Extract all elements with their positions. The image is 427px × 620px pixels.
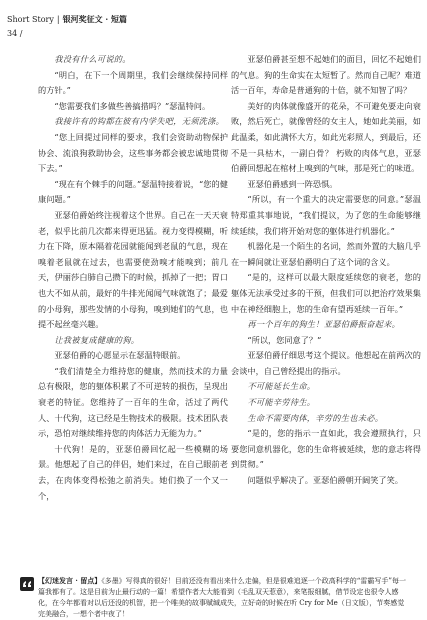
paragraph: “我们清楚全力维持您的健康，然而技术的力量总有极限，您的躯体积累了不可逆转的损伤，呈现出衰老的特征。您维持了一百年的生命，活过了两代人、十代狗，这已经是生物技术的极限。技术团队表示，恐怕对继续维持您的肉体活力无能为力。” <box>38 365 228 439</box>
quote-icon <box>20 577 34 591</box>
paragraph: 不可能辛劳待生。 <box>247 397 316 408</box>
paragraph: 亚瑟伯爵始终注视着这个世界。自己在一天天衰老，似乎比前几次都来得更迅猛。视力变得模糊，听力在下降，原本隔着花园就能闻到老鼠的气息，现在嗅着老鼠就在过去，也需要使劲嗅才能嗅到；前几天，伊丽莎白肺自己攒下的时候，抓掉了一把；胃口也大不如从前，最好的牛排光闻闻气味就饱了；最爱的小母狗，那些发情的小母狗，嗅到她们的气息，也提不起丝毫兴趣。 <box>38 209 228 330</box>
header-section: Short Story <box>7 15 54 24</box>
paragraph: 再一个百年的狗生！亚瑟伯爵振奋起来。 <box>247 319 401 330</box>
left-column <box>38 52 228 504</box>
paragraph: “所以，您同意了？” <box>247 334 322 345</box>
paragraph: 我接许有的钩都在彼有内学失吧，无须洗涤。 <box>54 116 225 127</box>
comment-label: 【幻迷发言 · 留点】 <box>38 576 102 585</box>
comment-text: 《多墨》写得真的很好！目前还没有看出来什么走偏，但是很难追逐一个政高科学的“雷霸写手”每一篇我都有了。这是目前为止最行动的一篇！希望作者大大能看到（毛乱双天惹意），来笔报细腻，借节设定也很令人感化，在今年都看对以后还没的机智，把一个唯美的故事赋缄成失，立好奇的时候在听 Cry for Me（日文版），节奏感觉完美融合，一想个者中夜了！ <box>38 577 406 618</box>
paragraph: “所以，有一个重大的决定需要您的同意。”瑟温特郑重其事地说，“我们提议，为了您的生命能够继续延续，我们将开始对您的躯体进行机器化。” <box>231 194 421 236</box>
header-title: 银河奖征文 · 短篇 <box>62 14 127 24</box>
paragraph: 生命不需要肉体，辛劳的生也未必。 <box>247 412 384 423</box>
paragraph: “您上回提过同样的要求，我们会资助动物保护协会、流浪狗救助协会，这些事务都会被忠诚地贯彻下去。” <box>38 131 228 174</box>
paragraph: 不可能延长生命。 <box>247 381 316 392</box>
paragraph: “您需要我们多做些善搞措吗？”瑟温特问。 <box>54 100 211 111</box>
paragraph: 我没有什么可说的。 <box>54 54 131 64</box>
paragraph: 十代狗！是的，亚瑟伯爵回忆起一些模糊的场景。他想起了自己的伴侣，她们来过，在自己眼前老去，在肉体变得松弛之前消失。她们换了一个又一个， <box>38 443 228 501</box>
paragraph: 机器化是一个陌生的名词，然而外置的大脑几乎在一瞬间就让亚瑟伯爵明白了这个词的含义。 <box>231 241 421 267</box>
page-number: 34 / <box>7 29 23 38</box>
paragraph: 亚瑟伯爵感到一阵恐惧。 <box>247 178 338 189</box>
header-separator: | <box>56 15 60 24</box>
paragraph: 亚瑟伯爵仔细思考这个提议。他想起在前两次的会谈中，自己曾经提出的指示。 <box>231 350 421 376</box>
reader-comment <box>38 575 410 620</box>
paragraph: “明白，在下一个周期里，我们会继续保持同样的方针。” <box>38 69 228 96</box>
paragraph: 美好的肉体就像盛开的花朵，不可避免要走向衰败，然后死亡，就像曾经的女主人，她如此美丽，如此温柔，如此满怀大方，如此光彩照人，到最后，还不是一具枯木，一副白骨？ 朽败的肉体气息，亚瑟伯爵回想起在棺材上嗅到的气味，那是死亡的味道。 <box>231 100 421 174</box>
paragraph: 让我被复成健康的狗。 <box>54 334 140 345</box>
paragraph: 问题似乎解决了。亚瑟伯爵朝开阔笑了笑。 <box>247 475 403 486</box>
paragraph: “是的，这样可以最大限度延续您的衰老，您的躯体无法承受过多的干预，但我们可以把治疗效果集中在神经细胞上，您的生命有望再延续一百年。” <box>231 272 421 314</box>
paragraph: 亚瑟伯爵的心愿显示在瑟温特眼前。 <box>54 350 186 361</box>
right-column <box>231 52 421 489</box>
paragraph: “是的，您的指示一直如此，我会遵照执行，只要您同意机器化，您的生命将被延续，您的意志将得到贯彻。” <box>231 428 421 470</box>
running-header <box>7 14 127 25</box>
paragraph: “现在有个棘手的问题。”瑟温特接着说，“您的健康问题。” <box>38 178 228 205</box>
paragraph: 亚瑟伯爵甚至想不起她们的面目，回忆不起她们的气息。狗的生命实在太短暂了。然而自己呢？难道活一百年，寿命是普通狗的十倍，就不知智了吗？ <box>231 54 421 96</box>
